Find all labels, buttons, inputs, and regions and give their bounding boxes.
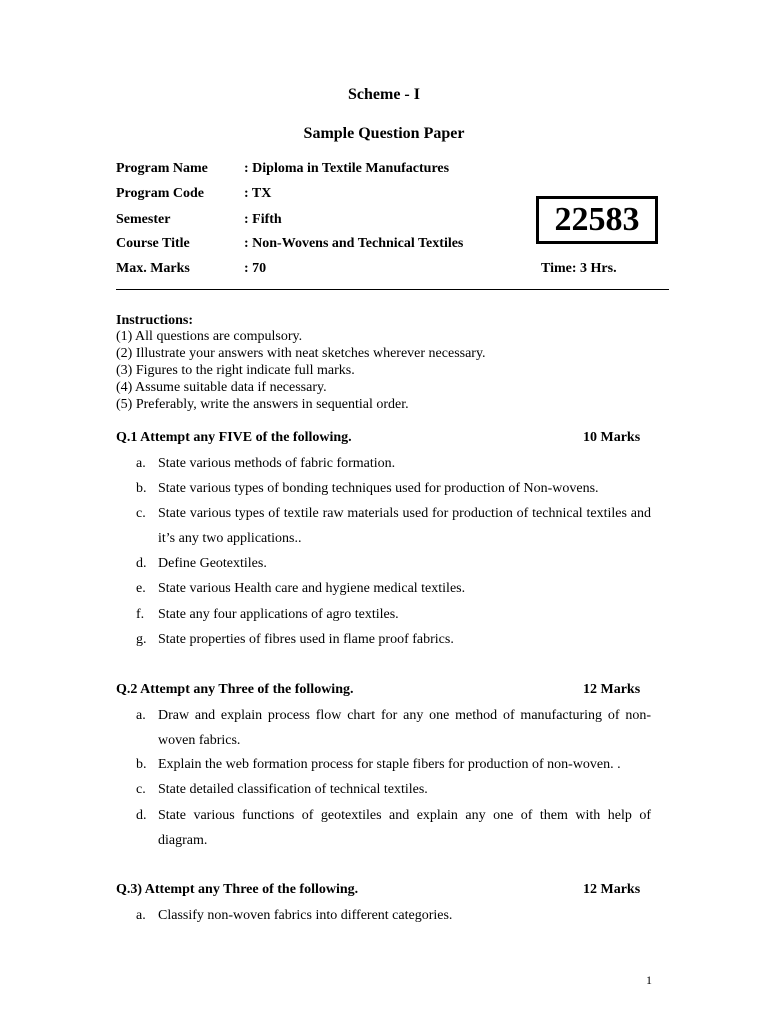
item-text: State various Health care and hygiene medical textiles. xyxy=(158,581,466,596)
info-value: : TX xyxy=(244,186,272,201)
question-1-marks: 10 Marks xyxy=(583,430,641,445)
item-text: State various methods of fabric formation. xyxy=(158,456,396,471)
item-text: Classify non-woven fabrics into different categories. xyxy=(158,908,453,923)
instruction-item: (3) Figures to the right indicate full marks. xyxy=(116,363,355,378)
info-label: Program Name xyxy=(116,161,208,176)
item-text: Draw and explain process flow chart for any one method of manufacturing of non-woven fabrics. xyxy=(158,708,651,748)
question-3-heading: Q.3) Attempt any Three of the following. xyxy=(116,882,359,897)
exam-duration: Time: 3 Hrs. xyxy=(541,261,617,276)
item-letter: f. xyxy=(136,607,145,622)
info-value: : Fifth xyxy=(244,212,282,227)
item-text: Explain the web formation process for staple fibers for production of non-woven. . xyxy=(158,757,621,772)
item-letter: g. xyxy=(136,632,147,647)
instruction-item: (4) Assume suitable data if necessary. xyxy=(116,380,327,395)
item-letter: b. xyxy=(136,757,147,772)
item-letter: d. xyxy=(136,556,147,571)
question-item xyxy=(136,551,651,576)
question-2-heading: Q.2 Attempt any Three of the following. xyxy=(116,682,354,697)
item-text: State various functions of geotextiles and explain any one of them with help of diagram. xyxy=(158,808,651,848)
info-label: Max. Marks xyxy=(116,261,190,276)
question-3-marks: 12 Marks xyxy=(583,882,641,897)
item-letter: e. xyxy=(136,581,146,596)
question-item xyxy=(136,451,651,476)
info-value: : Diploma in Textile Manufactures xyxy=(244,161,450,176)
question-item xyxy=(136,501,651,551)
instruction-item: (2) Illustrate your answers with neat sketches wherever necessary. xyxy=(116,346,486,361)
course-code-box: 22583 xyxy=(536,196,658,244)
item-letter: a. xyxy=(136,456,146,471)
item-text: Define Geotextiles. xyxy=(158,556,267,571)
question-2-marks: 12 Marks xyxy=(583,682,641,697)
question-item xyxy=(136,576,651,601)
question-item xyxy=(136,752,651,777)
question-item xyxy=(136,777,651,802)
item-letter: a. xyxy=(136,708,146,723)
item-text: State various types of textile raw materials used for production of technical textiles and it’s any two applications.. xyxy=(158,506,651,546)
item-letter: c. xyxy=(136,506,146,521)
item-text: State various types of bonding techniques used for production of Non-wovens. xyxy=(158,481,599,496)
instruction-item: (1) All questions are compulsory. xyxy=(116,329,303,344)
question-item xyxy=(136,903,651,928)
scheme-heading: Scheme - I xyxy=(348,86,420,103)
header-divider xyxy=(116,289,669,290)
item-text: State properties of fibres used in flame proof fabrics. xyxy=(158,632,454,647)
question-item xyxy=(136,627,651,652)
info-label: Course Title xyxy=(116,236,190,251)
instructions-title: Instructions: xyxy=(116,313,194,328)
instruction-item: (5) Preferably, write the answers in sequential order. xyxy=(116,397,409,412)
info-value: : 70 xyxy=(244,261,267,276)
info-label: Semester xyxy=(116,212,171,227)
page-number: 1 xyxy=(646,973,652,987)
question-item xyxy=(136,476,651,501)
item-text: State any four applications of agro textiles. xyxy=(158,607,399,622)
item-letter: d. xyxy=(136,808,147,823)
question-item xyxy=(136,703,651,753)
question-1-heading: Q.1 Attempt any FIVE of the following. xyxy=(116,430,352,445)
item-letter: c. xyxy=(136,782,146,797)
info-value: : Non-Wovens and Technical Textiles xyxy=(244,236,464,251)
item-letter: a. xyxy=(136,908,146,923)
info-label: Program Code xyxy=(116,186,204,201)
paper-title: Sample Question Paper xyxy=(303,125,465,142)
item-text: State detailed classification of technical textiles. xyxy=(158,782,428,797)
question-item xyxy=(136,803,651,853)
question-item xyxy=(136,602,651,627)
item-letter: b. xyxy=(136,481,147,496)
